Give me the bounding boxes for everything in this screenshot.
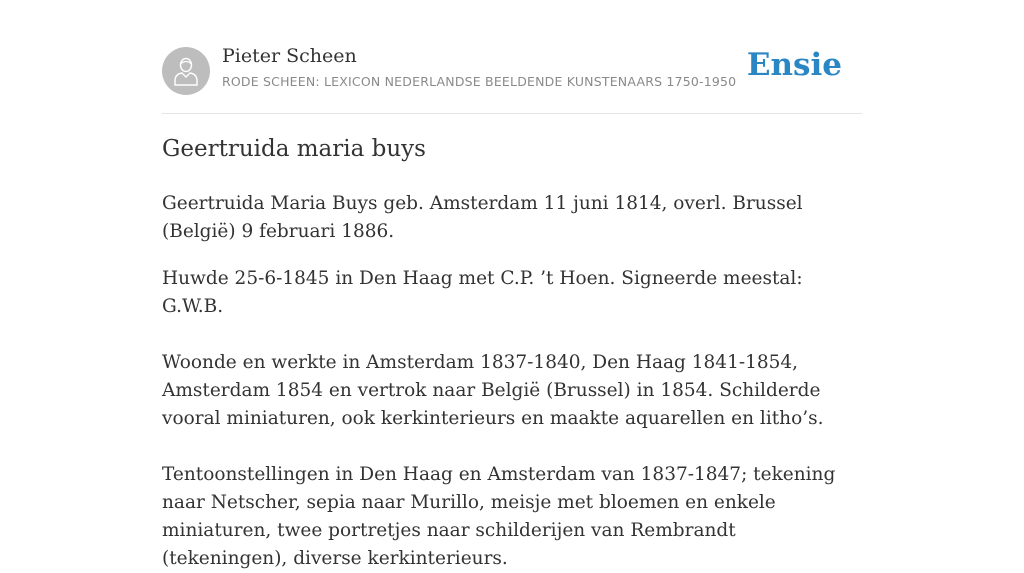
user-silhouette-icon [174,56,198,86]
article-title: Geertruida maria buys [162,136,426,162]
article-paragraph: Tentoonstellingen in Den Haag en Amsterdam van 1837-1847; tekening naar Netscher, sepia naar Murillo, meisje met bloemen en enkele miniaturen, twee portretjes naar schilderijen van Rembrandt (tekeningen), diverse kerkinterieurs. [162,464,836,569]
author-name[interactable]: Pieter Scheen [222,45,357,67]
article-paragraph: Huwde 25-6-1845 in Den Haag met C.P. ’t Hoen. Signeerde meestal: G.W.B. [162,268,803,317]
ensie-logo[interactable]: Ensie [746,47,842,83]
author-avatar[interactable] [162,47,210,95]
article-paragraph: Geertruida Maria Buys geb. Amsterdam 11 juni 1814, overl. Brussel (België) 9 februari 1886. [162,193,803,242]
article-paragraph: Woonde en werkte in Amsterdam 1837-1840, Den Haag 1841-1854, Amsterdam 1854 en vertrok naar België (Brussel) in 1854. Schilderde vooral miniaturen, ook kerkinterieurs en maakte aquarellen en litho’s. [162,352,824,429]
article-body [162,190,862,573]
source-name[interactable]: RODE SCHEEN: LEXICON NEDERLANDSE BEELDENDE KUNSTENAARS 1750-1950 [222,74,737,89]
content-container [162,0,862,569]
article-header [162,0,862,114]
